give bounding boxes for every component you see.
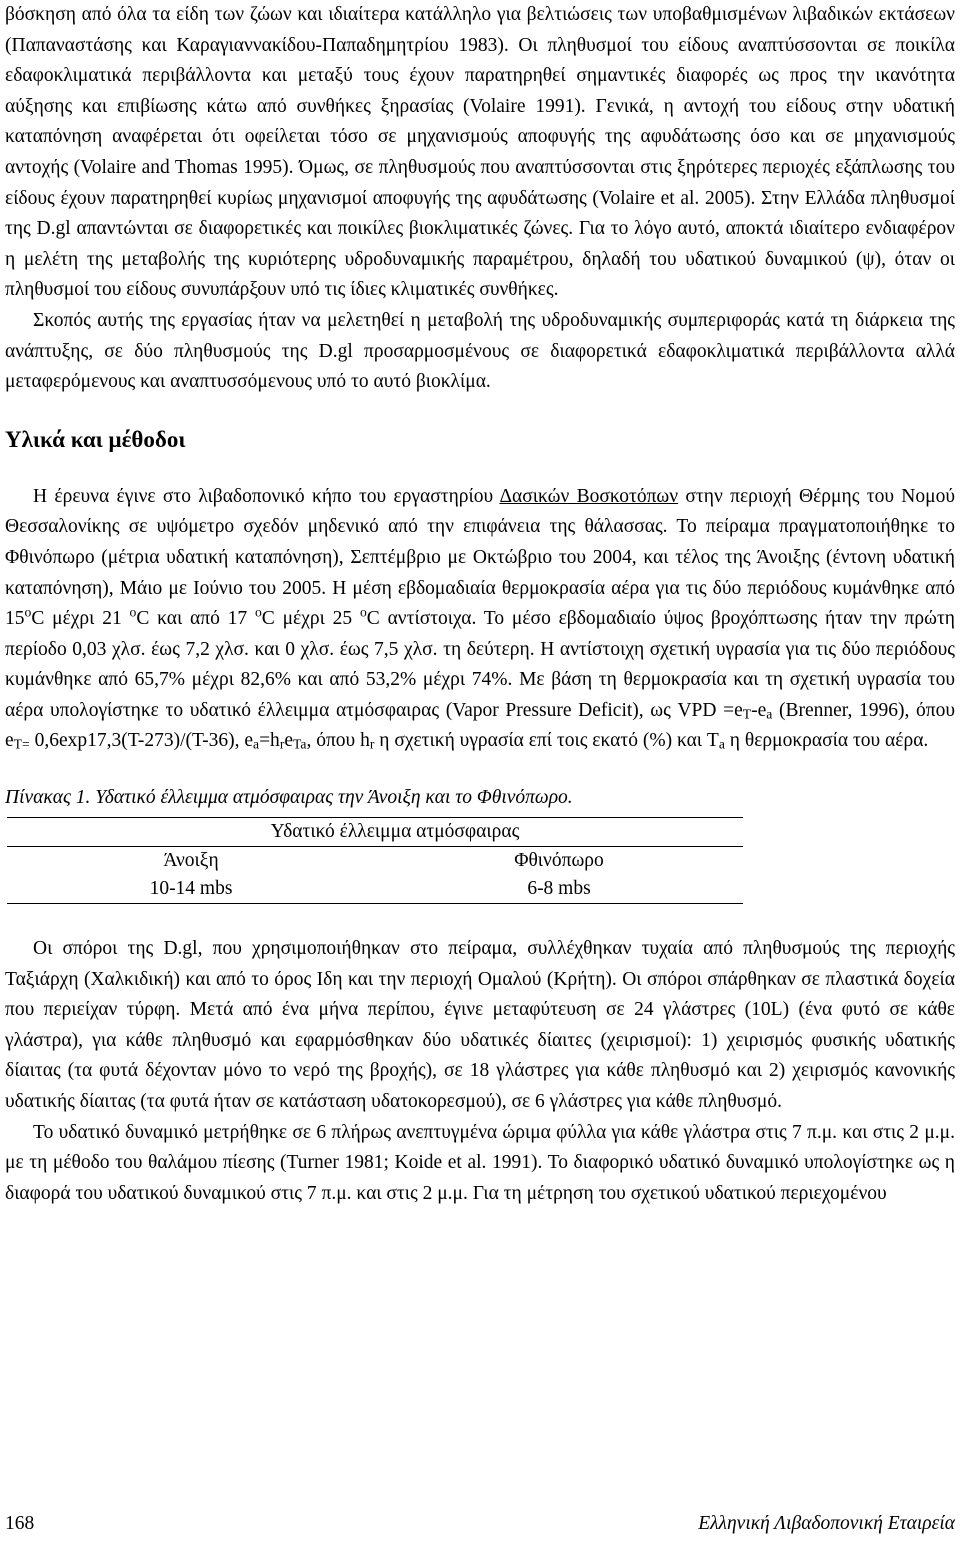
table-column-spring: Άνοιξη	[163, 850, 219, 872]
table-column-autumn: Φθινόπωρο	[514, 850, 604, 872]
document-page	[5, 0, 955, 1209]
page-footer	[5, 1512, 955, 1536]
table-column-row	[7, 847, 743, 875]
table-cell-autumn: 6-8 mbs	[527, 878, 591, 900]
paragraph-water-potential: Το υδατικό δυναμικό μετρήθηκε σε 6 πλήρως ανεπτυγμένα ώριμα φύλλα για κάθε γλάστρα στις 7 π.μ. και στις 2 μ.μ. με τη μέθοδο του θαλάμου πίεσης (Turner 1981; Koide et al. 1991). Το διαφορικό υδατικό δυναμικό υπολογίστηκε ως η διαφορά του υδατικού δυναμικού στις 7 π.μ. και στις 2 μ.μ. Για τη μέτρηση του σχετικού υδατικού περιεχομένου	[5, 1121, 955, 1204]
underlined-lab-name: Δασικών Βοσκοτόπων	[499, 485, 679, 507]
table-caption: Πίνακας 1. Υδατικό έλλειμμα ατμόσφαιρας την Άνοιξη και το Φθινόπωρο.	[5, 787, 573, 809]
section-heading-materials-methods: Υλικά και μέθοδοι	[5, 426, 186, 452]
table-cell-spring: 10-14 mbs	[149, 878, 233, 900]
vpd-table	[7, 817, 743, 904]
table-row	[7, 875, 743, 903]
paragraph-intro: βόσκηση από όλα τα είδη των ζώων και ιδιαίτερα κατάλληλο για βελτιώσεις των υποβαθμισμένων λιβαδικών εκτάσεων (Παπαναστάσης και Καραγιαννακίδου-Παπαδημητρίου 1983). Οι πληθυσμοί του είδους αναπτύσσονται σε ποικίλα εδαφοκλιματικά περιβάλλοντα και μεταξύ τους έχουν παρατηρηθεί σημαντικές διαφορές ως προς την ικανότητα αύξησης και επιβίωσης κάτω από συνθήκες ξηρασίας (Volaire 1991). Γενικά, η αντοχή του είδους στην υδατική καταπόνηση αναφέρεται ότι οφείλεται τόσο σε μηχανισμούς αποφυγής της αφυδάτωσης όσο και σε μηχανισμούς αντοχής (Volaire and Thomas 1995). Όμως, σε πληθυσμούς που αναπτύσσονται στις ξηρότερες περιοχές εξάπλωσης του είδους έχουν παρατηρηθεί κυρίως μηχανισμοί αποφυγής της αφυδάτωσης (Volaire et al. 2005). Στην Ελλάδα πληθυσμοί της D.gl απαντώνται σε διαφορετικές και ποικίλες βιοκλιματικές ζώνες. Για το λόγο αυτό, αποκτά ιδιαίτερο ενδιαφέρον η μελέτη της μεταβολής της κυριότερης υδροδυναμικής παραμέτρου, δηλαδή του υδατικού δυναμικού (ψ), όταν οι πληθυσμοί του είδους συνυπάρξουν υπό τις ίδιες κλιματικές συνθήκες.	[5, 4, 955, 301]
page-number: 168	[5, 1513, 35, 1534]
table-header: Υδατικό έλλειμμα ατμόσφαιρας	[270, 821, 520, 843]
paragraph-study-site: Η έρευνα έγινε στο λιβαδοπονικό κήπο του εργαστηρίου Δασικών Βοσκοτόπων στην περιοχή Θέρμης του Νομού Θεσσαλονίκης σε υψόμετρο σχεδόν μηδενικό από την επιφάνεια της θάλασσας. Το πείραμα πραγματοποιήθηκε το Φθινόπωρο (μέτρια υδατική καταπόνηση), Σεπτέμβριο με Οκτώβριο του 2004, και τέλος της Άνοιξης (έντονη υδατική καταπόνηση), Μάιο με Ιούνιο του 2005. Η μέση εβδομαδιαία θερμοκρασία αέρα για τις δύο περιόδους κυμάνθηκε από 15$^o$C μέχρι 21 $^o$C και από 17 $^o$C μέχρι 25 $^o$C αντίστοιχα. Το μέσο εβδομαδιαίο ύψος βροχόπτωσης ήταν την πρώτη περίοδο 0,03 χλσ. έως 7,2 χλσ. και 0 χλσ. έως 7,5 χλσ. τη δεύτερη. Η αντίστοιχη σχετική υγρασία για τις δύο περιόδους κυμάνθηκε από 65,7% μέχρι 82,6% και από 53,2% μέχρι 74%. Με βάση τη θερμοκρασία και τη σχετική υγρασία του αέρα υπολογίστηκε το υδατικό έλλειμμα ατμόσφαιρας (Vapor Pressure Deficit), ως VPD =eT-ea (Brenner, 1996), όπου eT= 0,6exp17,3(T-273)/(T-36), ea=hreTa, όπου hr η σχετική υγρασία επί τοις εκατό (%) και Ta η θερμοκρασία του αέρα.	[5, 485, 956, 753]
paragraph-aim: Σκοπός αυτής της εργασίας ήταν να μελετηθεί η μεταβολή της υδροδυναμικής συμπεριφοράς κατά τη διάρκεια της ανάπτυξης, σε δύο πληθυσμούς της D.gl προσαρμοσμένους σε διαφορετικά εδαφοκλιματικά περιβάλλοντα αλλά μεταφερόμενους και αναπτυσσόμενους υπό το αυτό βιοκλίμα.	[5, 309, 955, 393]
paragraph-seeds: Οι σπόροι της D.gl, που χρησιμοποιήθηκαν στο πείραμα, συλλέχθηκαν τυχαία από πληθυσμούς της περιοχής Ταξιάρχη (Χαλκιδική) και από το όρος Ιδη και την περιοχή Ομαλού (Κρήτη). Οι σπόροι σπάρθηκαν σε πλαστικά δοχεία που περιείχαν τύρφη. Μετά από ένα μήνα περίπου, έγινε μεταφύτευση σε 24 γλάστρες (10L) (ένα φυτό σε κάθε γλάστρα), για κάθε πληθυσμό και εφαρμόσθηκαν δύο υδατικές δίαιτες (χειρισμοί): 1) χειρισμός φυσικής υδατικής δίαιτας (τα φυτά δέχονταν μόνο το νερό της βροχής), σε 18 γλάστρες για κάθε πληθυσμό και 2) χειρισμός κανονικής υδατικής δίαιτας (τα φυτά ήταν σε κατάσταση υδατοκορεσμού), σε 6 γλάστρες για κάθε πληθυσμό.	[5, 938, 955, 1113]
table-header-row	[7, 818, 743, 847]
journal-name: Ελληνική Λιβαδοπονική Εταιρεία	[698, 1513, 955, 1534]
